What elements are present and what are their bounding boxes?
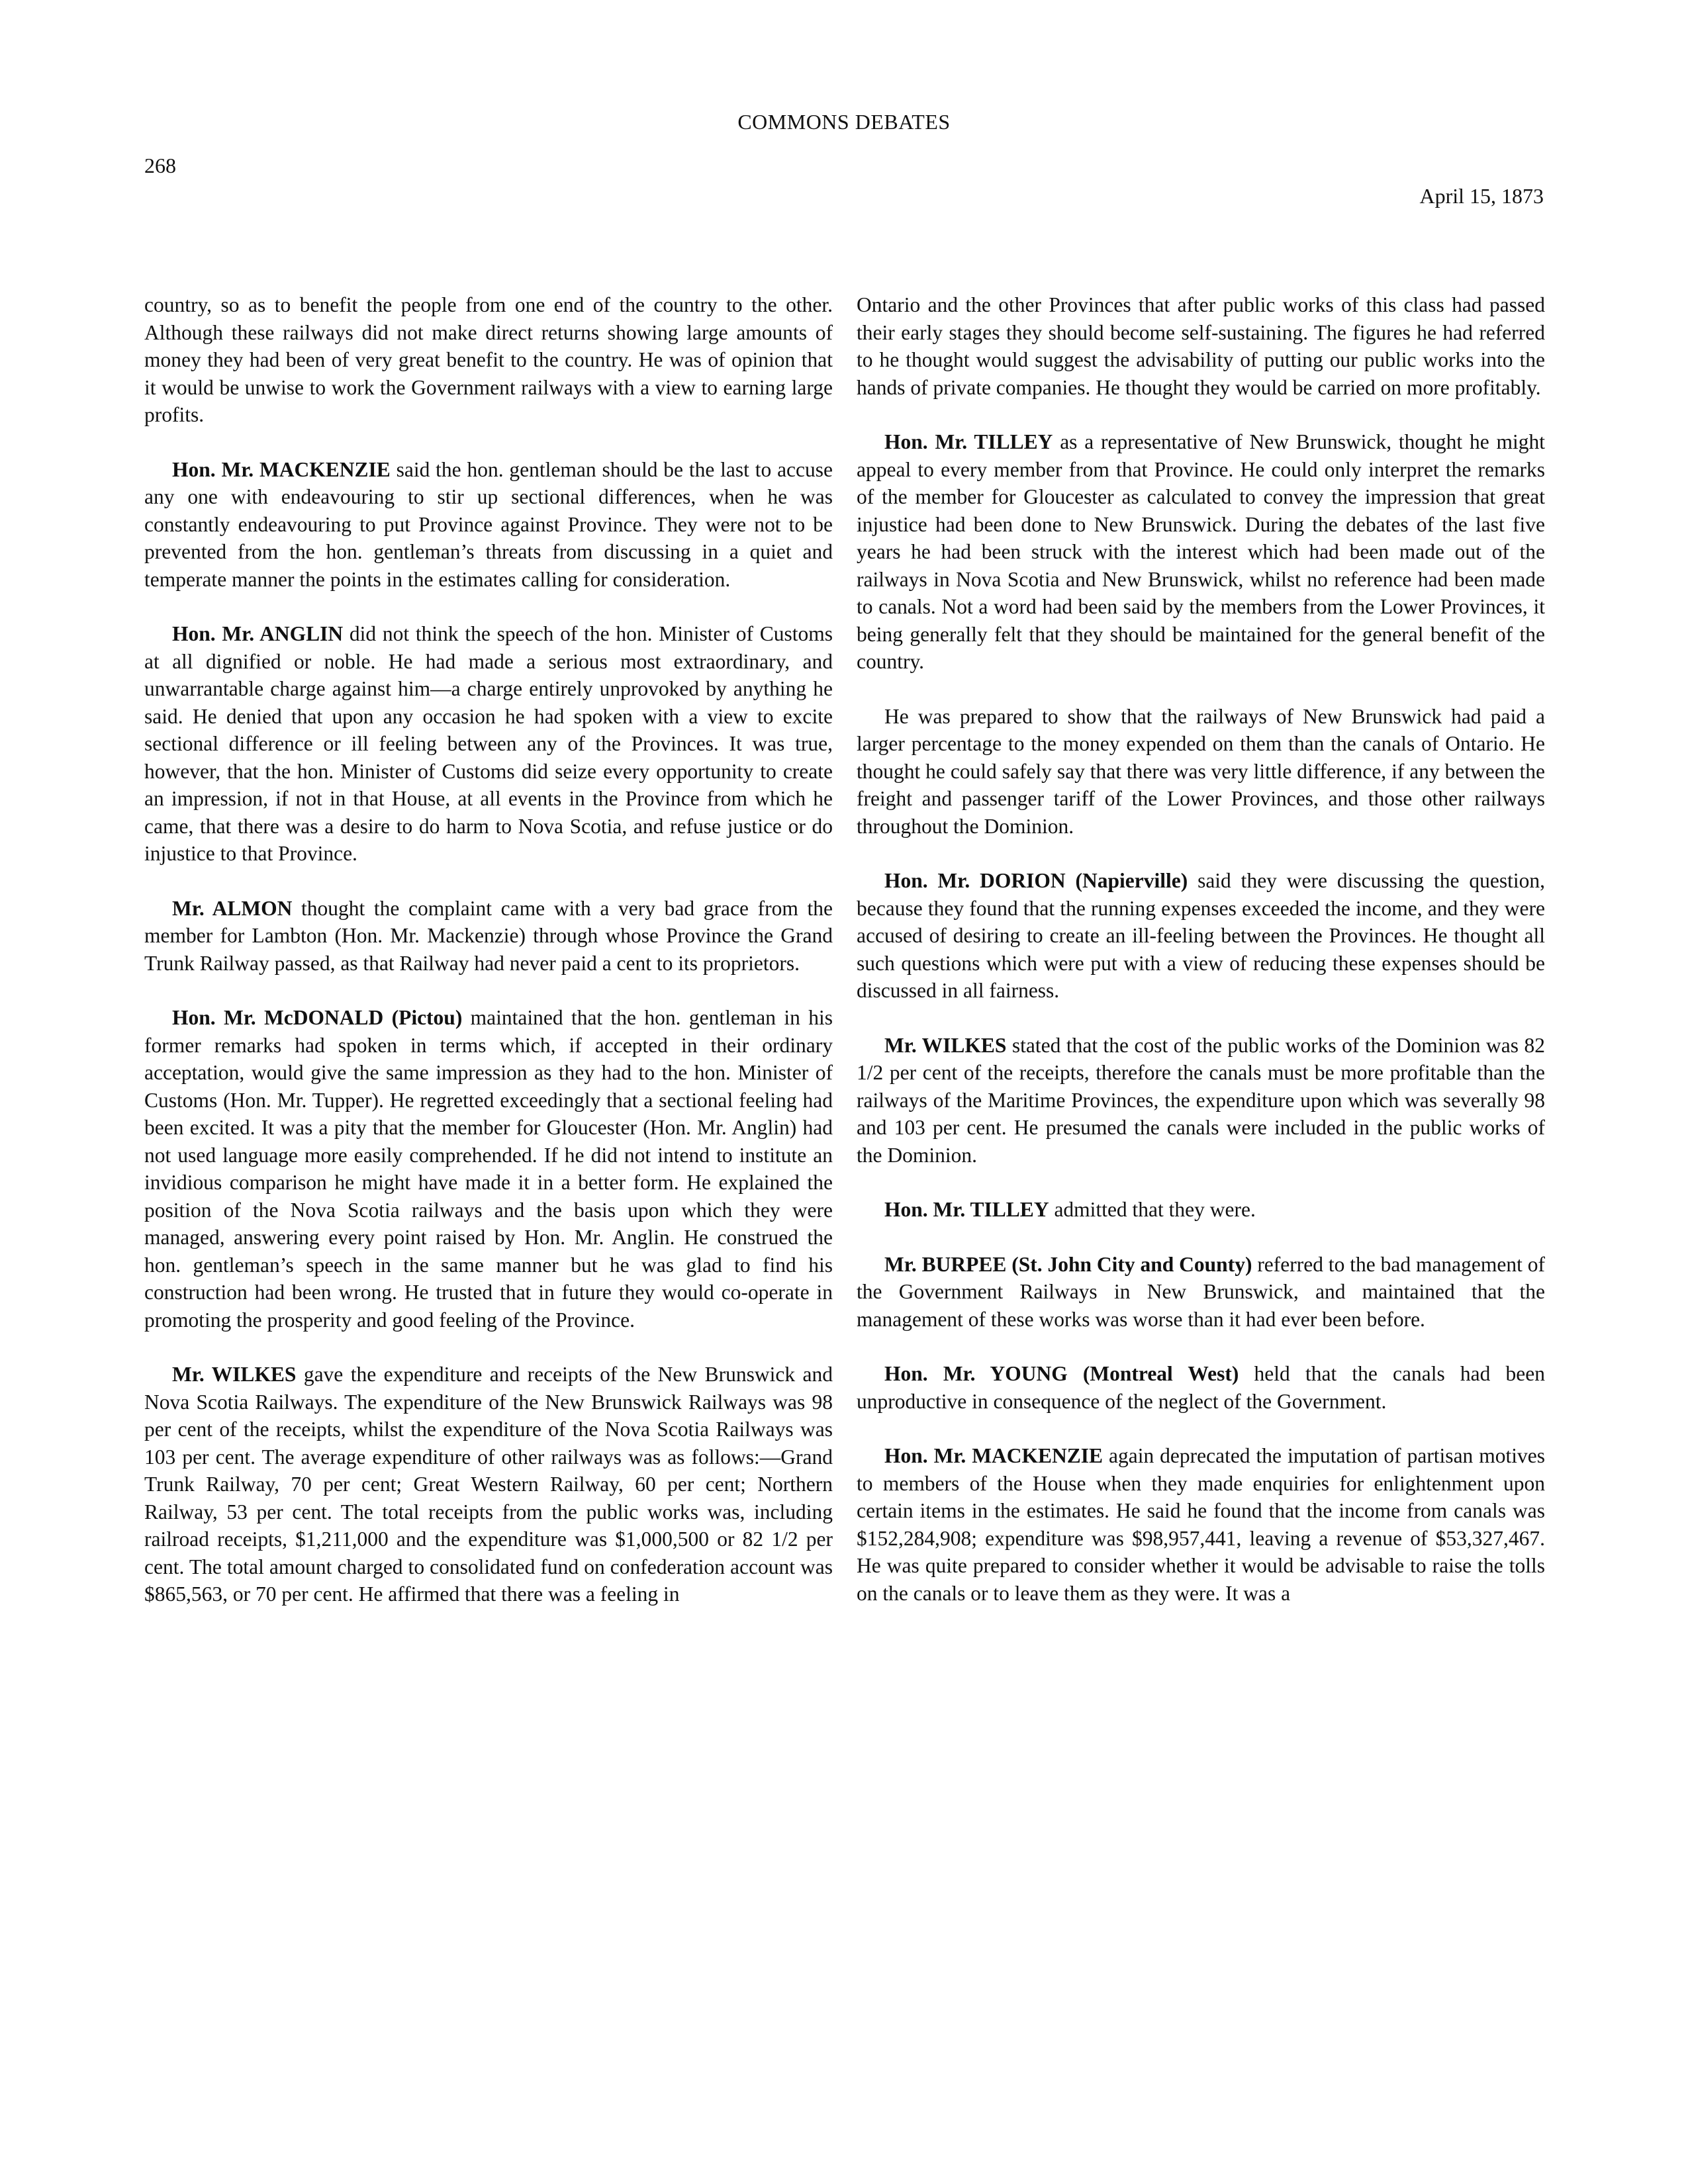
speaker-name: Hon. Mr. MACKENZIE [884,1444,1103,1467]
right-column [857,291,1545,1634]
paragraph-text: gave the expenditure and receipts of the New Brunswick and Nova Scotia Railways. The expenditure of the New Brunswick Railways was 98 per cent of the receipts, whilst the expenditure of the Nova Scotia Railways was 103 per cent. The average expenditure of other railways was as follows:—Grand Trunk Railway, 70 per cent; Great Western Railway, 60 per cent; Northern Railway, 53 per cent. The total receipts from the public works was, including railroad receipts, $1,211,000 and the expenditure was $1,000,500 or 82 1/2 per cent. The total amount charged to consolidated fund on confederation account was $865,563, or 70 per cent. He affirmed that there was a feeling in [144,1363,833,1606]
paragraph-text: thought the complaint came with a very bad grace from the member for Lambton (Hon. Mr. Mackenzie) through whose Province the Grand Trunk Railway passed, as that Railway had never paid a cent to its proprietors. [144,896,833,975]
paragraph-text: He was prepared to show that the railways of New Brunswick had paid a larger percentage to the money expended on them than the canals of Ontario. He thought he could safely say that there was very little difference, if any between the freight and passenger tariff of the Lower Provinces, and those other railways throughout the Dominion. [857,704,1545,838]
page-number: 268 [144,154,176,177]
speaker-name: Hon. Mr. DORION (Napierville) [884,869,1188,892]
paragraph [857,867,1545,1005]
speaker-name: Mr. WILKES [884,1033,1007,1057]
speaker-name: Mr. WILKES [172,1363,297,1386]
speaker-name: Mr. BURPEE (St. John City and County) [884,1252,1252,1276]
speaker-name: Hon. Mr. MACKENZIE [172,457,391,481]
paragraph [857,428,1545,676]
paragraph [857,1251,1545,1334]
paragraph-text: maintained that the hon. gentleman in his former remarks had spoken in terms which, if accepted in their ordinary acceptation, would give the same impression as they had to the hon. Minister of Customs (Hon. Mr. Tupper). He regretted exceedingly that a sectional feeling had been excited. It was a pity that the member for Gloucester (Hon. Mr. Anglin) had not used language more easily comprehended. If he did not intend to institute an invidious comparison he might have made it in a better form. He explained the position of the Nova Scotia railways and the basis upon which they were managed, answering every point raised by Hon. Mr. Anglin. He construed the hon. gentleman’s speech in the same manner but he was glad to find his construction had been wrong. He trusted that in future they would co-operate in promoting the prosperity and good feeling of the Province. [144,1006,833,1332]
speaker-name: Hon. Mr. TILLEY [884,1198,1049,1221]
running-head: COMMONS DEBATES [737,110,951,134]
paragraph-text: referred to the bad management of the Government Railways in New Brunswick, and maintained that the management of these works was worse than it had ever been before. [857,1252,1545,1331]
paragraph [857,1360,1545,1415]
paragraph-text: said the hon. gentleman should be the last to accuse any one with endeavouring to stir up sectional differences, when he was constantly endeavouring to put Province against Province. They were not to be prevented from the hon. gentleman’s threats from discussing in a quiet and temperate manner the points in the estimates calling for consideration. [144,457,833,591]
paragraph [857,1442,1545,1607]
speaker-name: Mr. ALMON [172,896,293,920]
paragraph-text: held that the canals had been unproductive in consequence of the neglect of the Government. [857,1362,1545,1413]
left-column [144,291,833,1635]
paragraph-text: did not think the speech of the hon. Minister of Customs at all dignified or noble. He had made a serious most extraordinary, and unwarrantable charge against him—a charge entirely unprovoked by anything he said. He denied that upon any occasion he had spoken with a view to excite sectional difference or ill feeling between any of the Provinces. It was true, however, that the hon. Minister of Customs did seize every opportunity to create an impression, if not in that House, at all events in the Province from which he came, that there was a desire to do harm to Nova Scotia, and refuse justice or do injustice to that Province. [144,622,833,865]
paragraph-text: as a representative of New Brunswick, thought he might appeal to every member from that Province. He could only interpret the remarks of the member for Gloucester as calculated to convey the impression that great injustice had been done to New Brunswick. During the debates of the last five years he had been struck with the interest which had been made out of the railways in Nova Scotia and New Brunswick, whilst no reference had been made to canals. Not a word had been said by the members from the Lower Provinces, it being generally felt that they should be maintained for the general benefit of the country. [857,430,1545,673]
paragraph [144,291,833,429]
paragraph [857,703,1545,841]
paragraph-text: said they were discussing the question, because they found that the running expenses exceeded the income, and they were accused of desiring to create an ill-feeling between the Provinces. He thought all such questions which were put with a view of reducing these expenses should be discussed in all fairness. [857,869,1545,1002]
speaker-name: Hon. Mr. ANGLIN [172,622,344,645]
paragraph [144,456,833,594]
debate-date: April 15, 1873 [1419,184,1544,208]
paragraph [144,620,833,868]
speaker-name: Hon. Mr. McDONALD (Pictou) [172,1006,463,1029]
paragraph [857,291,1545,401]
speaker-name: Hon. Mr. TILLEY [884,430,1053,453]
paragraph [144,1004,833,1334]
paragraph [144,1361,833,1608]
paragraph-text: country, so as to benefit the people from one end of the country to the other. Although these railways did not make direct returns showing large amounts of money they had been of very great benefit to the country. He was of opinion that it would be unwise to work the Government railways with a view to earning large profits. [144,293,833,426]
paragraph-text: admitted that they were. [1049,1198,1256,1221]
speaker-name: Hon. Mr. YOUNG (Montreal West) [884,1362,1239,1385]
paragraph [857,1196,1545,1224]
paragraph-text: again deprecated the imputation of partisan motives to members of the House when they made enquiries for enlightenment upon certain items in the estimates. He said he found that the income from canals was $152,284,908; expenditure was $98,957,441, leaving a revenue of $53,327,467. He was quite prepared to consider whether it would be advisable to raise the tolls on the canals or to leave them as they were. It was a [857,1444,1545,1605]
paragraph-text: Ontario and the other Provinces that after public works of this class had passed their early stages they should become self-sustaining. The figures he had referred to he thought would suggest the advisability of putting our public works into the hands of private companies. He thought they would be carried on more profitably. [857,293,1545,399]
paragraph [857,1032,1545,1169]
paragraph-text: stated that the cost of the public works of the Dominion was 82 1/2 per cent of the receipts, therefore the canals must be more profitable than the railways of the Maritime Provinces, the expenditure upon which was severally 98 and 103 per cent. He presumed the canals were included in the public works of the Dominion. [857,1033,1545,1167]
paragraph [144,895,833,978]
